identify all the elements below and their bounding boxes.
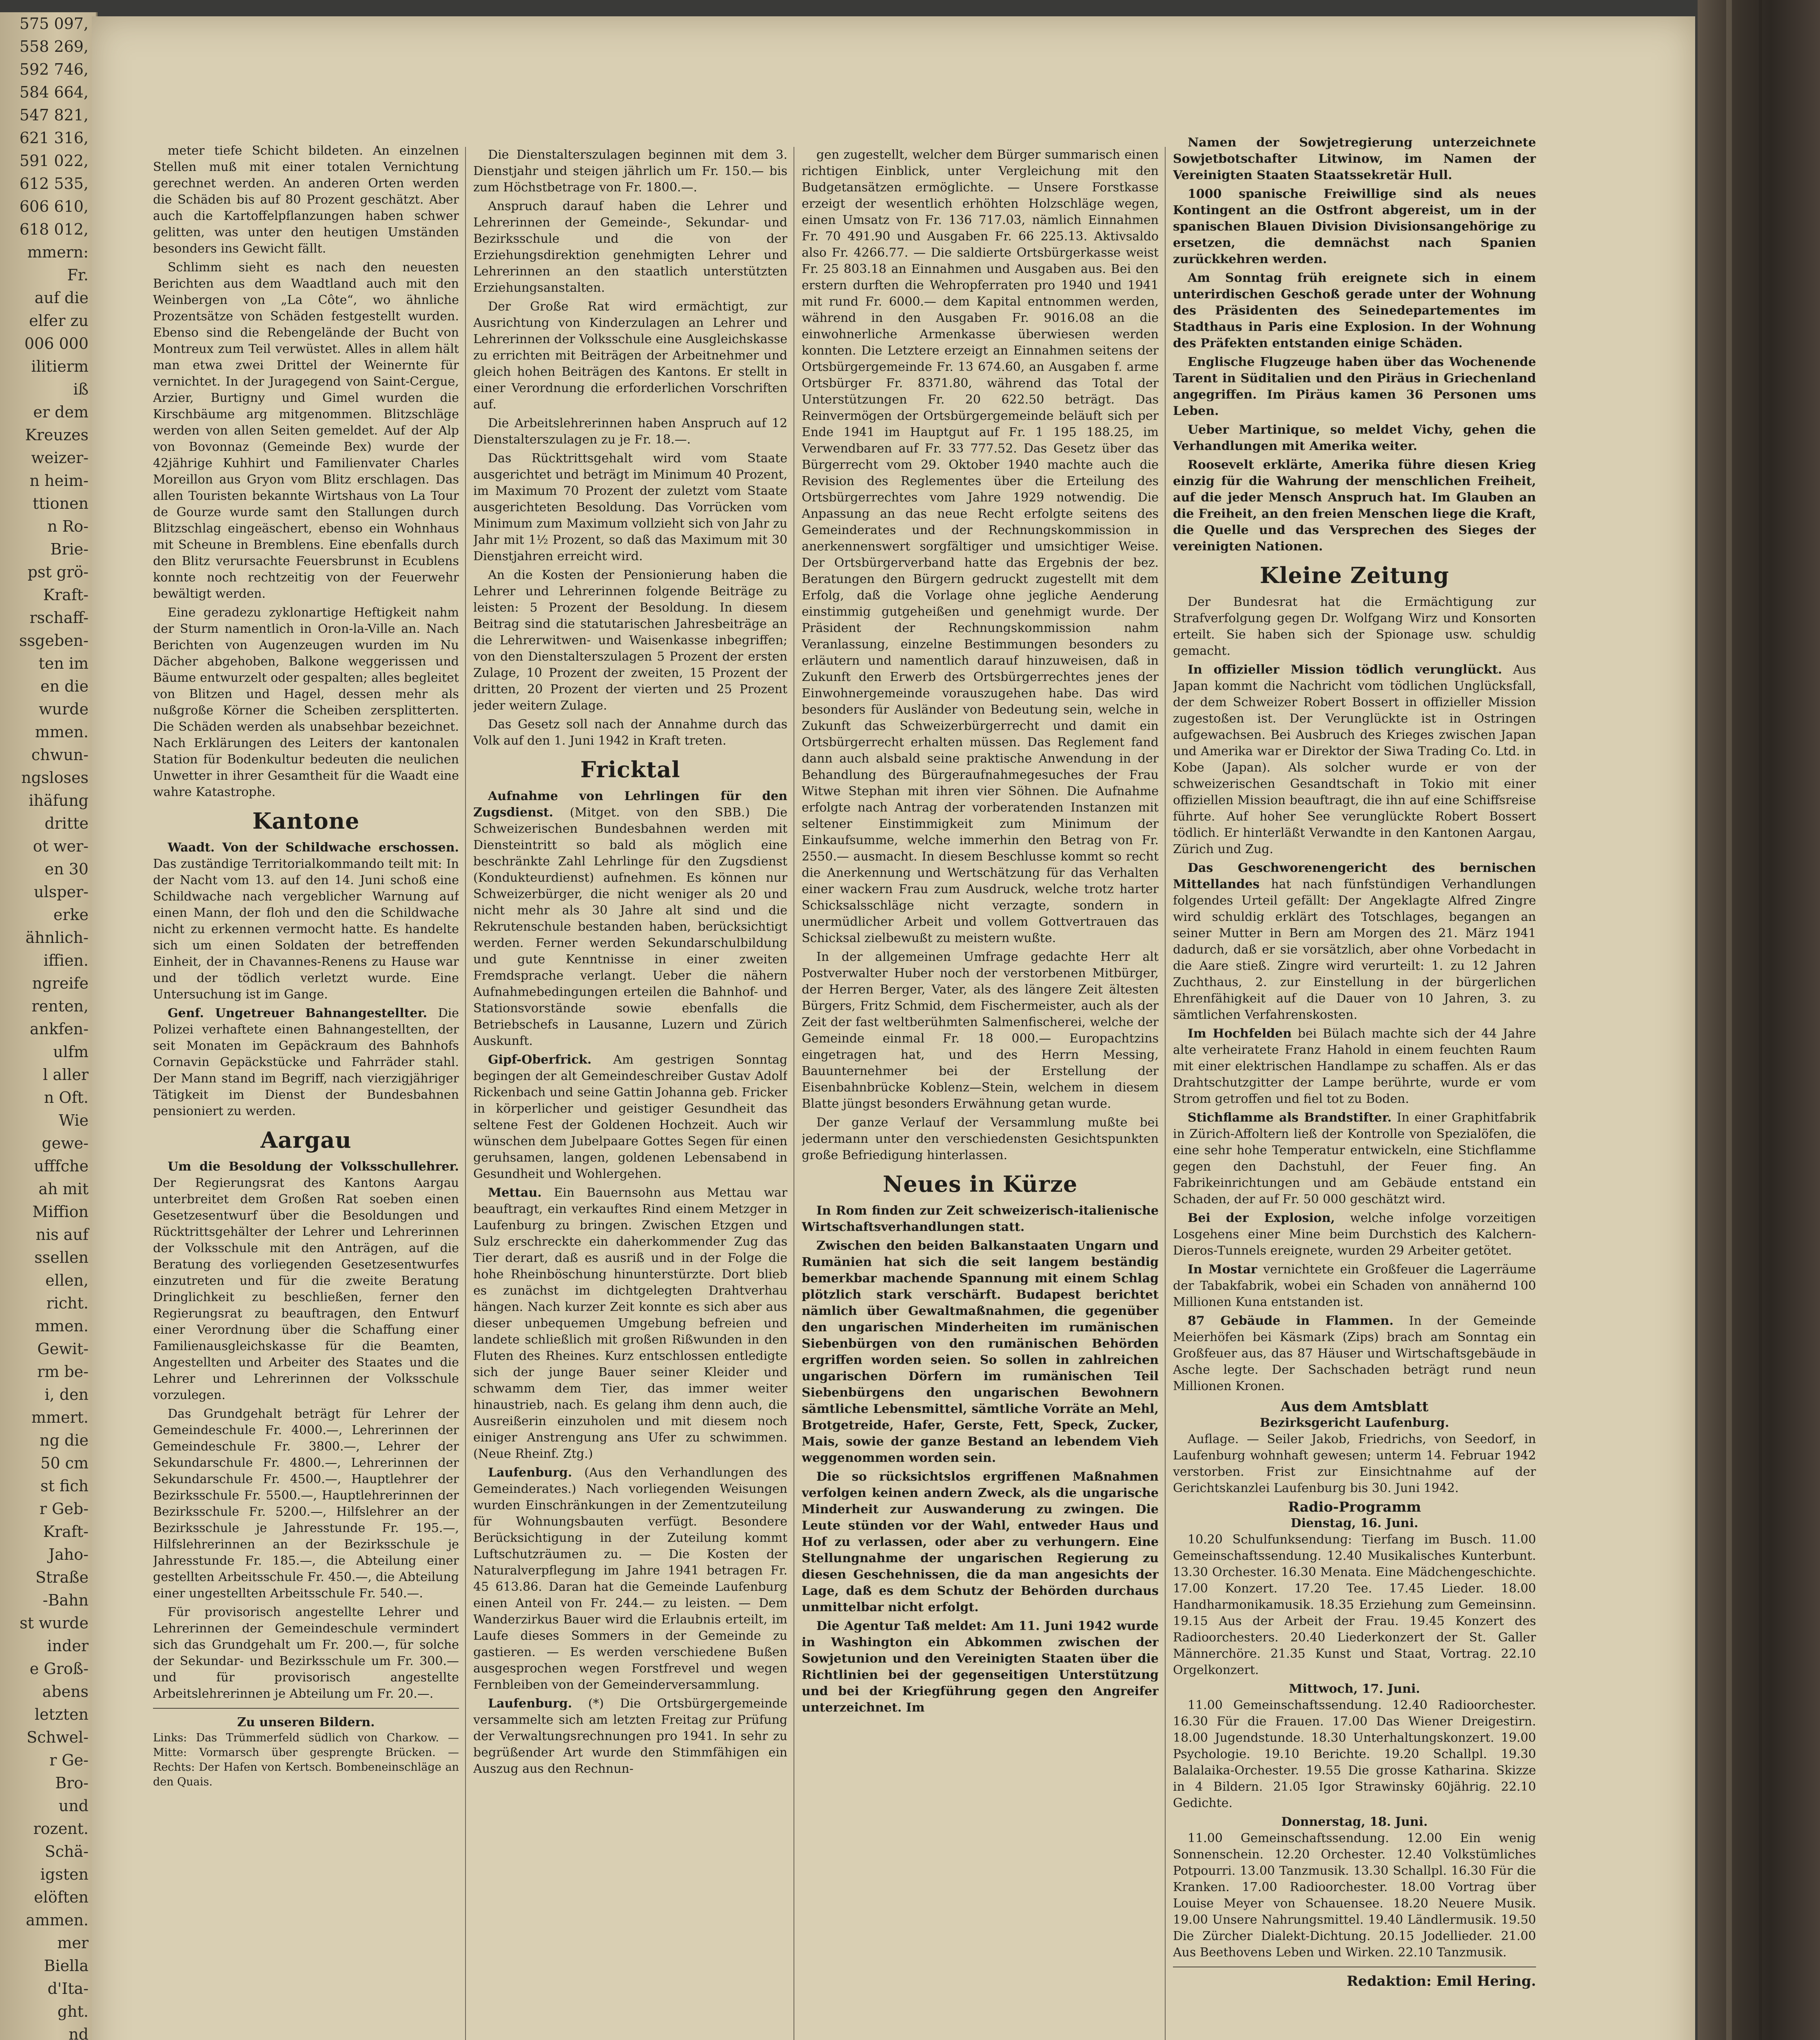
news-brief: Roosevelt erklärte, Amerika führe diesen Krieg einzig für die Wahrung der menschlichen Freiheit, auf die jeder Mensch Anspruch hat. Im Glauben an die Freiheit, an den freien Menschen liege die Kraft, die Quelle und das Versprechen des Sieges der vereinigten Nationen. <box>1173 458 1536 554</box>
newspaper-page <box>92 16 1695 2040</box>
previous-page-line: Kraft- <box>43 586 89 604</box>
previous-page-line: 575 097, <box>19 15 89 33</box>
previous-page-line: renten, <box>31 997 89 1015</box>
news-item <box>153 840 459 1003</box>
news-item-text: (Aus den Verhandlungen des Gemeinderates.) Nach vorliegenden Weisungen wurden Einschränkungen in der Zementzuteilung für Wohnungsbauten verfügt. Besondere Berücksichtigung in der Zuteilung kommt Luftschutzräumen zu. — Die Kosten der Naturalverpflegung im Jahre 1941 betragen Fr. 45 613.86. Daran hat die Gemeinde Laufenburg einen Anteil von Fr. 244.— zu leisten. — Dem Wanderzirkus Bauer wird die Erlaubnis erteilt, im Laufe dieses Sommers in der Gemeinde zu gastieren. — Es werden verschiedene Bußen ausgesprochen wegen Forstfrevel und wegen Fernbleiben von der Gemeinderversammlung. <box>473 1466 787 1692</box>
section-heading-amtsblatt: Aus dem Amtsblatt <box>1280 1399 1429 1415</box>
previous-page-line: Brie- <box>50 540 89 558</box>
previous-page-line: n Oft. <box>44 1089 89 1106</box>
previous-page-line: mmen. <box>35 1317 89 1335</box>
news-item-text: Ein Bauernsohn aus Mettau war beauftragt, ein verkauftes Rind einem Metzger in Laufenburg zu bringen. Zwischen Etzgen und Sulz erschreckte ein daherkommender Zug das Tier derart, daß es ausriß und in der Folge die hohe Rheinböschung hinunterstürzte. Dort blieb es zunächst im dichtgelegten Drahtverhau hängen. Nach kurzer Zeit konnte es sich aber aus dieser unbequemen Umgebung befreien und landete schließlich mit großen Rißwunden in den Fluten des Rheines. Kurz entschlossen entledigte sich der junge Bauer seiner Kleider und schwamm dem Tier, das immer weiter hinaustrieb, nach. Es gelang ihm denn auch, die Ausreißerin einzuholen und mit diesem noch einiger Anstrengung ans Ufer zu schwimmen. (Neue Rheinf. Ztg.) <box>473 1186 787 1461</box>
previous-page-line: ihäfung <box>29 792 89 809</box>
article-text: Das Grundgehalt beträgt für Lehrer der Gemeindeschule Fr. 4000.—, Lehrerinnen der Gemeindeschule Fr. 3800.—, Lehrer der Sekundarschule Fr. 4800.—, Lehrerinnen der Sekundarschule Fr. 4500.—, Hauptlehrer der Bezirksschule Fr. 5500.—, Hauptlehrerinnen der Bezirksschule Fr. 5200.—, Hilfslehrer an der Bezirksschule je Jahresstunde Fr. 195.—, Hilfslehrerinnen an der Bezirksschule je Jahresstunde Fr. 185.—, die Abteilung einer gestellten Arbeitsschule Fr. 450.—, die Abteilung einer ungestellten Arbeitsschule Fr. 540.—. <box>153 1407 459 1601</box>
previous-page-line: ähnlich- <box>25 929 89 947</box>
news-item <box>1173 1313 1536 1395</box>
news-item-title: Bei der Explosion, <box>1188 1211 1335 1225</box>
article-text: meter tiefe Schicht bildeten. An einzelnen Stellen muß mit einer totalen Vernichtung gerechnet werden. An anderen Orten werden die Schäden bis auf 80 Prozent geschätzt. Aber auch die Kartoffelpflanzungen haben schwer gelitten, was unter den heutigen Umständen besonders ins Gewicht fällt. <box>153 144 459 256</box>
news-item <box>1173 662 1536 858</box>
article-text: An die Kosten der Pensionierung haben die Lehrer und Lehrerinnen folgende Beiträge zu leisten: 5 Prozent der Besoldung. In diesem Beitrag sind die statutarischen Jahresbeiträge an die Lehrerwitwen- und Waisenkasse inbegriffen; von den Dienstalterszulagen 5 Prozent der ersten Zulage, 10 Prozent der zweiten, 15 Prozent der dritten, 20 Prozent der vierten und 25 Prozent jeder weitern Zulage. <box>473 568 787 713</box>
news-item-text: vernichtete ein Großfeuer die Lagerräume der Tabakfabrik, wobei ein Schaden von annähernd 100 Millionen Kuna entstanden ist. <box>1173 1262 1536 1309</box>
article-text: In der allgemeinen Umfrage gedachte Herr alt Postverwalter Huber noch der verstorbenen Mitbürger, der Herren Berger, Vater, als des längere Zeit ältesten Bürgers, Fritz Schmid, dem Fischermeister, auch als der Zeit der fast weltberühmten Salmenfischerei, welche der Gemeinde einmal Fr. 18 000.— Europachtzins eingetragen hat, und des Herrn Messing, Bauunternehmer bei der Erstellung der Eisenbahnbrücke Koblenz—Stein, welchem in diesem Blatte jüngst besonders Erwähnung getan wurde. <box>802 950 1159 1111</box>
radio-schedule: 11.00 Gemeinschaftssendung. 12.00 Ein wenig Sonnenschein. 12.20 Orchester. 12.40 Volkstümliches Potpourri. 13.00 Tanzmusik. 13.30 Schallpl. 16.30 Für die Kranken. 17.00 Radioorchester. 18.00 Vortrag über Louise Meyer von Schauensee. 18.20 Neuere Musik. 19.00 Unsere Nahrungsmittel. 19.40 Ländlermusik. 19.50 Die Zürcher Dialekt-Dichtung. 20.15 Jodellieder. 21.00 Aus Beethovens Leben und Wirken. 22.10 Tanzmusik. <box>1173 1831 1536 1960</box>
previous-page-line: Bro- <box>55 1774 89 1792</box>
previous-page-line: mmern: <box>27 243 89 261</box>
previous-page-line: ngsloses <box>21 769 89 787</box>
previous-page-line: ttionen <box>32 494 89 512</box>
news-item-title: Um die Besoldung der Volksschullehrer. <box>168 1160 459 1174</box>
news-item-text: (Mitget. von den SBB.) Die Schweizerischen Bundesbahnen werden mit Diensteintritt so bald als möglich eine beschränkte Zahl Lehrlinge für den Zugsdienst (Kondukteurdienst) aufnehmen. Es können nur Schweizerbürger, die nicht weniger als 20 und nicht mehr als 30 Jahre alt sind und die Rekrutenschule bestanden haben, berücksichtigt werden. Ferner werden Sekundarschulbildung und gute Kenntnisse in einer zweiten Fremdsprache verlangt. Ueber die nähern Aufnahmebedingungen erteilen die Bahnhof- und Stationsvorstände sowie ebenfalls die Betriebschefs in Lausanne, Luzern und Zürich Auskunft. <box>473 805 787 1048</box>
article-text: Die Dienstalterszulagen beginnen mit dem 3. Dienstjahr und steigen jährlich um Fr. 150.— bis zum Höchstbetrage von Fr. 1800.—. <box>473 148 787 195</box>
previous-page-line: n Ro- <box>47 517 89 535</box>
previous-page-line: Schwel- <box>27 1728 89 1746</box>
news-item-text: Aus Japan kommt die Nachricht vom tödlichen Unglücksfall, der dem Schweizer Robert Bossert in offizieller Mission zugestoßen ist. Der Verunglückte ist in Ostringen aufgewachsen. Bei Ausbruch des Krieges zwischen Japan und Amerika war er Direktor der Siwa Trading Co. Ltd. in Kobe (Japan). Als solcher wurde er von der schweizerischen Gesandtschaft in Tokio mit einer offiziellen Mission beauftragt, die ihn auf eine Schiffsreise führte. Auf hoher See verunglückte Robert Bossert tödlich. Er hinterläßt Verwandte in den Kantonen Aargau, Zürich und Zug. <box>1173 663 1536 856</box>
news-brief: Englische Flugzeuge haben über das Wochenende Tarent in Süditalien und den Piräus in Griechenland angegriffen. Im Piräus kamen 36 Personen ums Leben. <box>1173 355 1536 418</box>
spine-rib <box>1759 0 1762 2040</box>
previous-page-line: rozent. <box>33 1820 89 1838</box>
news-brief: Ueber Martinique, so meldet Vichy, gehen die Verhandlungen mit Amerika weiter. <box>1173 423 1536 453</box>
news-item-title: Laufenburg. <box>488 1696 572 1711</box>
previous-page-line: 558 269, <box>19 38 89 55</box>
previous-page-line: ten im <box>38 654 89 672</box>
previous-page-line: ght. <box>57 2002 89 2020</box>
news-brief: Am Sonntag früh ereignete sich in einem unterirdischen Geschoß gerade unter der Wohnung des Präsidenten des Seinedepartementes im Stadthaus in Paris eine Explosion. In der Wohnung des Präfekten entstanden einige Schäden. <box>1173 271 1536 350</box>
previous-page-line: 584 664, <box>19 83 89 101</box>
previous-page-line: elfer zu <box>29 312 89 330</box>
previous-page-line: en die <box>40 677 89 695</box>
section-heading-radio: Radio-Programm <box>1288 1499 1421 1515</box>
news-brief: 1000 spanische Freiwillige sind als neues Kontingent an die Ostfront abgereist, um in der spanischen Blauen Division Divisionsangehörige zu ersetzen, die demnächst nach Spanien zurückkehren werden. <box>1173 187 1536 266</box>
previous-page-line: l aller <box>43 1066 89 1084</box>
previous-page-line: 621 316, <box>19 129 89 147</box>
previous-page-line: ellen, <box>45 1271 89 1289</box>
column-rule <box>465 147 466 2040</box>
news-item-title: Mettau. <box>488 1186 542 1200</box>
news-item <box>1173 1210 1536 1259</box>
previous-page-line: elöften <box>34 1888 89 1906</box>
news-item <box>1173 860 1536 1023</box>
previous-page-line: mmert. <box>31 1408 89 1426</box>
previous-page-line: ulsper- <box>34 883 89 901</box>
previous-page-line: erke <box>53 906 89 924</box>
news-item-text: bei Bülach machte sich der 44 Jahre alte verheiratete Franz Hahold in einem feuchten Raum mit einer elektrischen Handlampe zu schaffen. Als er das Drahtschutzgitter der Lampe berührte, wurde er vom Strom getroffen und fiel tot zu Boden. <box>1173 1027 1536 1106</box>
previous-page-line: en 30 <box>44 860 89 878</box>
news-brief: Namen der Sowjetregierung unterzeichnete Sowjetbotschafter Litwinow, im Namen der Vereinigten Staaten Staatssekretär Hull. <box>1173 135 1536 182</box>
previous-page-line: ssgeben- <box>19 632 89 650</box>
previous-page-line: Wie <box>58 1111 89 1129</box>
previous-page-line: 606 610, <box>19 197 89 215</box>
article-text: Der ganze Verlauf der Versammlung mußte bei jedermann unter den verschiedensten Gesichtspunkten große Befriedigung hinterlassen. <box>802 1115 1159 1162</box>
article-text: Der Große Rat wird ermächtigt, zur Ausrichtung von Kinderzulagen an Lehrer und Lehrerinnen der Volksschule eine Ausgleichskasse zu errichten mit Beiträgen der Arbeitnehmer und gleich hohen Beiträgen des Kantons. Er stellt in einer Verordnung die erforderlichen Vorschriften auf. <box>473 299 787 412</box>
previous-page-line: mmen. <box>35 723 89 741</box>
news-item <box>1173 1262 1536 1310</box>
article-text: Auflage. — Seiler Jakob, Friedrichs, von Seedorf, in Laufenburg wohnhaft gewesen; unterm 14. Februar 1942 verstorben. Frist zur Einsichtnahme auf der Gerichtskanzlei Laufenburg bis 30. Juni 1942. <box>1173 1432 1536 1495</box>
previous-page-line: wurde <box>39 700 89 718</box>
section-heading-neues-in-kuerze: Neues in Kürze <box>882 1171 1078 1197</box>
news-item-title: In Mostar <box>1188 1262 1257 1277</box>
previous-page-line: mer <box>57 1934 89 1952</box>
previous-page-line: ng die <box>40 1431 89 1449</box>
news-item <box>473 1185 787 1462</box>
article-text: Das Rücktrittsgehalt wird vom Staate ausgerichtet und beträgt im Minimum 40 Prozent, im Maximum 70 Prozent der zuletzt vom Staate ausgerichteten Besoldung. Das Vorrücken vom Minimum zum Maximum vollzieht sich von Jahr zu Jahr mit 1½ Prozent, so daß das Maximum mit 30 Dienstjahren erreicht wird. <box>473 451 787 563</box>
article-text: Anspruch darauf haben die Lehrer und Lehrerinnen der Gemeinde-, Sekundar- und Bezirksschule und die von der Erziehungsdirektion genehmigten Lehrer und Lehrerinnen an den staatlich unterstützten Erziehungsanstalten. <box>473 199 787 295</box>
previous-page-line: iffien. <box>43 951 89 969</box>
news-item <box>1173 1110 1536 1208</box>
subheading-bezirksgericht: Bezirksgericht Laufenburg. <box>1259 1416 1450 1430</box>
news-item-text: Der Regierungsrat des Kantons Aargau unterbreitet dem Großen Rat soeben einen Gesetzesentwurf über die Besoldungen und Rücktrittsgehälter der Lehrer und Lehrerinnen der Volksschule mit den Anträgen, auf die Beratung des vorliegenden Gesetzesentwurfes einzutreten und für die zweite Beratung Dringlichkeit zu beschließen, ferner den Regierungsrat zu beauftragen, den Entwurf einer Verordnung über die Schaffung einer Familienausgleichskasse für die Beamten, Angestellten und Arbeiter des Staates und die Lehrer und Lehrerinnen der Volksschule vorzulegen. <box>153 1176 459 1402</box>
news-item-text: In der Gemeinde Meierhöfen bei Käsmark (Zips) brach am Sonntag ein Großfeuer aus, das 87 Häuser und Wirtschaftsgebäude in Asche legte. Der Sachschaden beträgt rund neun Millionen Kronen. <box>1173 1314 1536 1393</box>
previous-page-line: Schä- <box>44 1843 89 1860</box>
previous-page-line: ulfm <box>53 1043 89 1061</box>
column-3 <box>802 147 1159 2040</box>
previous-page-line: st wurde <box>20 1614 89 1632</box>
news-item-text: welche infolge vorzeitigen Losgehens einer Mine beim Durchstich des Kalchern-Dieros-Tunnels ereignete, wurden 29 Arbeiter getötet. <box>1173 1211 1536 1258</box>
news-brief: In Rom finden zur Zeit schweizerisch-italienische Wirtschaftsverhandlungen statt. <box>802 1204 1159 1234</box>
news-item-title: 87 Gebäude in Flammen. <box>1188 1314 1394 1328</box>
previous-page-line: abens <box>42 1683 89 1701</box>
previous-page-line: st fich <box>40 1477 89 1495</box>
previous-page-line: 592 746, <box>19 60 89 78</box>
news-item <box>153 1159 459 1404</box>
previous-page-line: pst grö- <box>27 563 89 581</box>
previous-page-line: Fr. <box>67 266 89 284</box>
article-text: Schlimm sieht es nach den neuesten Berichten aus dem Waadtland auch mit den Weinbergen von „La Côte“, wo ähnliche Prozentsätze von Schäden festgestellt wurden. Ebenso sind die Rebengelände der Bucht von Montreux zum Teil verwüstet. Alles in allem hält man etwa zwei Drittel der Weinernte für vernichtet. In der Juragegend von Saint-Cergue, Arzier, Burtigny und Gimel wurden die Kirschbäume arg mitgenommen. Blitzschläge werden von allen Seiten gemeldet. Auf der Alp von Bovonnaz (Gemeinde Bex) wurde der 42jährige Kuhhirt und Familienvater Charles Moreillon aus Gryon vom Blitz erschlagen. Das allen Touristen bekannte Wirtshaus von La Tour de Gourze wurde samt den Stallungen durch Blitzschlag eingeäschert, ebenso ein Wohnhaus mit Scheune in Bremblens. Eine ebenfalls durch den Blitz verursachte Feuersbrunst in Ecublens konnte noch rechtzeitig von der Feuerwehr bewältigt werden. <box>153 260 459 601</box>
previous-page-line: Gewit- <box>37 1340 89 1358</box>
previous-page-line: nis auf <box>35 1226 89 1244</box>
section-heading-aargau: Aargau <box>260 1127 352 1153</box>
column-rule <box>1165 147 1166 2040</box>
column-1 <box>153 143 459 2040</box>
news-item <box>473 1052 787 1182</box>
previous-page-line: d'Ita- <box>47 1980 89 1998</box>
previous-page-line: ammen. <box>26 1911 89 1929</box>
previous-page-line: dritte <box>44 814 89 832</box>
previous-page-line: n heim- <box>29 472 89 490</box>
previous-page-line: 612 535, <box>19 175 89 193</box>
previous-page-line: r Ge- <box>49 1751 89 1769</box>
spine-rib <box>1726 0 1732 2040</box>
article-text: gen zugestellt, welcher dem Bürger summarisch einen richtigen Einblick, unter Vergleichung mit den Budgetansätzen ermöglichte. — Unsere Forstkasse erzeigt der wesentlich erhöhten Holzschläge wegen, einen Umsatz von Fr. 136 717.03, nämlich Einnahmen Fr. 70 491.90 und Ausgaben Fr. 66 225.13. Aktivsaldo also Fr. 4266.77. — Die saldierte Ortsbürgerkasse weist Fr. 25 803.18 an Einnahmen und Ausgaben aus. Bei den erstern durften die Wehropferraten pro 1940 und 1941 mit rund Fr. 6000.— dem Kapital entnommen werden, während in den Ausgaben Fr. 9016.08 an die einwohnerliche Armenkasse überwiesen werden konnten. Die Letztere erzeigt an Einnahmen seitens der Ortsbürgergemeinde Fr. 13 674.60, an Ausgaben f. arme Ortsbürger Fr. 8371.80, während das Total der Unterstützungen Fr. 20 622.50 beträgt. Das Reinvermögen der Ortsbürgergemeinde beläuft sich per Ende 1941 im Hauptgut auf Fr. 1 195 188.25, im Verwendbaren auf Fr. 33 777.52. Das Gesetz über das Bürgerrecht vom 29. Oktober 1940 machte auch die Revision des Reglementes über die Erteilung des Ortsbürgerrechtes vom Jahre 1929 notwendig. Die Anpassung an das neue Recht erfolgte seitens des Gemeinderates und der Rechnungskommission in anerkennenswert sorgfältiger und umsichtiger Weise. Der Ortsbürgerverband hatte das Ergebnis der bez. Beratungen den Bürgern gedruckt zugestellt mit dem Erfolg, daß die Vorlage ohne jegliche Aenderung einstimmig gutgeheißen und genehmigt wurde. Der Präsident der Rechnungskommission nahm Veranlassung, einzelne Bestimmungen besonders zu erläutern und namentlich darauf hinzuweisen, daß in Zukunft den Erwerb des Ortsbürgerrechtes jenes der Einwohnergemeinde vorauszugehen habe. Das wird besonders für Ausländer von Bedeutung sein, welche in Zukunft das Schweizerbürgerrecht und damit ein Ortsbürgerrecht erhalten müssen. Das Reglement fand dann auch alsbald seine praktische Anwendung in der Behandlung des Bürgeraufnahmegesuches der Frau Witwe Stephan mit ihren vier Söhnen. Die Aufnahme erfolgte nach Antrag der vorberatenden Instanzen mit seltener Einstimmigkeit zum Minimum der Einkaufsumme, welche immerhin den Betrag von Fr. 2550.— ausmacht. In diesem Beschlusse kommt so recht die Anerkennung und Wertschätzung für das Verhalten einer wackern Frau zum Ausdruck, welche trotz harter Schicksalsschläge nicht verzagte, sondern in unermüdlicher Arbeit und vollem Gottvertrauen das Schicksal zielbewußt zu meistern wußte. <box>802 148 1159 945</box>
previous-page-line: -Bahn <box>42 1591 89 1609</box>
book-spine <box>1698 0 1820 2040</box>
previous-page-line: r Geb- <box>39 1500 89 1518</box>
news-item-text: Das zuständige Territorialkommando teilt mit: In der Nacht vom 13. auf den 14. Juni schoß eine Schildwache nach vergeblicher Warnung auf einen Mann, der floh und den die Schildwache nicht zu erkennen vermocht hatte. Es handelte sich um einen Soldaten der betreffenden Einheit, der in Chavannes-Renens zu Hause war und der tödlich verletzt wurde. Eine Untersuchung ist im Gange. <box>153 857 459 1002</box>
previous-page-line: 618 012, <box>19 220 89 238</box>
photo-caption-text: Links: Das Trümmerfeld südlich von Charkow. — Mitte: Vormarsch über gesprengte Brücken. — Rechts: Der Hafen von Kertsch. Bombeneinschläge an den Quais. <box>153 1732 459 1788</box>
section-heading-kantone: Kantone <box>252 808 360 834</box>
previous-page-line: ngreife <box>32 974 89 992</box>
previous-page-line: ankfen- <box>29 1020 89 1038</box>
previous-page-edge <box>0 12 98 2040</box>
previous-page-line: Kreuzes <box>25 426 89 444</box>
divider <box>153 1708 459 1709</box>
radio-day: Donnerstag, 18. Juni. <box>1281 1815 1428 1829</box>
previous-page-line: 006 000 <box>24 335 89 353</box>
news-brief: Die Agentur Taß meldet: Am 11. Juni 1942 wurde in Washington ein Abkommen zwischen der Sowjetunion und den Vereinigten Staaten über die Richtlinien bei der gegenseitigen Unterstützung und bei der Kriegführung gegen den Angreifer unterzeichnet. Im <box>802 1619 1159 1715</box>
previous-page-line: er dem <box>33 403 89 421</box>
radio-schedule: 10.20 Schulfunksendung: Tierfang im Busch. 11.00 Gemeinschaftssendung. 12.40 Musikalisches Kunterbunt. 13.30 Orchester. 16.30 Menata. Eine Mädchengeschichte. 17.00 Konzert. 17.20 Tee. 17.45 Lieder. 18.00 Handharmonikamusik. 18.35 Erziehung zum Gemeinsinn. 19.15 Aus der Arbeit der Frau. 19.45 Konzert des Radioorchesters. 20.40 Liederkonzert der St. Galler Männerchöre. 21.35 Kunst und Staat, Vortrag. 22.10 Orgelkonzert. <box>1173 1532 1536 1677</box>
news-item-text: Am gestrigen Sonntag begingen der alt Gemeindeschreiber Gustav Adolf Rickenbach und seine Gattin Johanna geb. Fricker in körperlicher und geistiger Gesundheit das seltene Fest der Goldenen Hochzeit. Auch wir wünschen dem Jubelpaare Gottes Segen für einen geruhsamen, langen, goldenen Lebensabend in Gesundheit und Wohlergehen. <box>473 1053 787 1181</box>
news-item-text: (*) Die Ortsbürgergemeinde versammelte sich am letzten Freitag zur Prüfung der Verwaltungsrechnungen pro 1941. In sehr zu begrüßender Art wurde den Stimmfähigen ein Auszug aus den Rechnun- <box>473 1696 787 1776</box>
previous-page-line: iß <box>73 380 89 398</box>
previous-page-line: e Groß- <box>29 1660 89 1678</box>
previous-page-line: Straße <box>35 1568 89 1586</box>
article-text: Das Gesetz soll nach der Annahme durch das Volk auf den 1. Juni 1942 in Kraft treten. <box>473 717 787 748</box>
previous-page-line: 591 022, <box>19 152 89 170</box>
previous-page-line: ilitierm <box>31 357 89 375</box>
previous-page-line: ot wer- <box>33 837 89 855</box>
news-item-title: Das Geschworenengericht des bernischen Mittellandes <box>1173 861 1536 891</box>
news-item-title: Im Hochfelden <box>1188 1027 1292 1041</box>
previous-page-line: ssellen <box>34 1248 89 1266</box>
news-item <box>1173 1026 1536 1107</box>
article-text: Der Bundesrat hat die Ermächtigung zur Strafverfolgung gegen Dr. Wolfgang Wirz und Konsorten erteilt. Sie haben sich der Spionage usw. schuldig gemacht. <box>1173 595 1536 658</box>
radio-day: Dienstag, 16. Juni. <box>1290 1516 1419 1530</box>
news-item <box>153 1005 459 1120</box>
previous-page-line: Miffion <box>32 1203 89 1221</box>
news-item <box>473 1465 787 1693</box>
news-item-title: Genf. Ungetreuer Bahnangestellter. <box>168 1006 428 1020</box>
previous-page-line: inder <box>47 1637 89 1655</box>
news-item <box>473 1696 787 1777</box>
previous-page-line: Jaho- <box>48 1546 89 1563</box>
news-item-title: Aufnahme von Lehrlingen für den Zugsdienst. <box>473 789 787 820</box>
news-brief: Zwischen den beiden Balkanstaaten Ungarn und Rumänien hat sich die seit langem beständig bemerkbar machende Spannung mit einem Schlag plötzlich stark verschärft. Budapest berichtet nämlich über Gewaltmaßnahmen, die gegenüber den ungarischen Minderheiten im rumänischen Siebenbürgen von den rumänischen Behörden ergriffen worden seien. So sollen in zahlreichen ungarischen Dörfern im rumänischen Teil Siebenbürgens den ungarischen Bewohnern sämtliche Lebensmittel, sämtliche Vorräte an Mehl, Brotgetreide, Hafer, Gerste, Fett, Speck, Zucker, Mais, sowie der ganze Bestand an lebendem Vieh weggenommen worden sein. <box>802 1239 1159 1465</box>
previous-page-line: i, den <box>44 1386 89 1404</box>
radio-day: Mittwoch, 17. Juni. <box>1289 1682 1420 1696</box>
previous-page-line: chwun- <box>31 746 89 764</box>
column-4 <box>1173 135 1536 2040</box>
previous-page-line: weizer- <box>31 449 89 467</box>
previous-page-line: 547 821, <box>19 106 89 124</box>
previous-page-line: richt. <box>46 1294 89 1312</box>
news-item-text: In einer Graphitfabrik in Zürich-Affoltern ließ der Kontrolle von Spezialöfen, die eine sehr hohe Temperatur entwickeln, eine Stichflamme gegen den Dachstuhl, der Feuer fing. An Fabrikeinrichtungen und am Gebäude entstand ein Schaden, der auf Fr. 50 000 geschätzt wird. <box>1173 1111 1536 1206</box>
previous-page-line: und <box>58 1797 89 1815</box>
previous-page-line: nd <box>69 2025 89 2040</box>
previous-page-line: 50 cm <box>40 1454 89 1472</box>
section-heading-kleine-zeitung: Kleine Zeitung <box>1259 562 1450 588</box>
photo-caption-title: Zu unseren Bildern. <box>237 1715 375 1730</box>
news-brief: Die so rücksichtslos ergriffenen Maßnahmen verfolgen keinen andern Zweck, als die ungarische Minderheit zur Auswanderung zu zwingen. Die Leute stünden vor der Wahl, entweder Haus und Hof zu verlassen, oder aber zu verhungern. Eine Stellungnahme der ungarischen Regierung zu diesen Geschehnissen, die da man angesichts der Lage, daß es dem Schutz der Behörden durchaus unmittelbar nicht erfolgt. <box>802 1470 1159 1614</box>
previous-page-line: rm be- <box>37 1363 89 1381</box>
article-text: Für provisorisch angestellte Lehrer und Lehrerinnen der Gemeindeschule vermindert sich das Grundgehalt um Fr. 200.—, für solche der Sekundar- und Bezirksschule um Fr. 300.— und für provisorisch angestellte Arbeitslehrerinnen je Abteilung um Fr. 20.—. <box>153 1605 459 1701</box>
editor-credit: Redaktion: Emil Hering. <box>1346 1973 1536 1989</box>
news-item-title: Stichflamme als Brandstifter. <box>1188 1111 1392 1125</box>
radio-schedule: 11.00 Gemeinschaftssendung. 12.40 Radioorchester. 16.30 Für die Frauen. 17.00 Das Wiener Dreigestirn. 18.00 Jugendstunde. 18.30 Unterhaltungskonzert. 19.00 Psychologie. 19.10 Berichte. 19.20 Schallpl. 19.30 Balalaika-Orchester. 19.55 Die grosse Katharina. Skizze in 4 Bildern. 21.05 Igor Strawinsky 60jährig. 22.10 Gedichte. <box>1173 1698 1536 1810</box>
previous-page-line: ufffche <box>34 1157 89 1175</box>
news-item-text: Die Polizei verhaftete einen Bahnangestellten, der seit Monaten im Gepäckraum des Bahnhofs Cornavin Gepäckstücke und Fahrräder stahl. Der Mann stand im Begriff, nach vierzigjähriger Tätigkeit im Dienst der Bundesbahnen pensioniert zu werden. <box>153 1006 459 1118</box>
previous-page-line: ah mit <box>38 1180 89 1198</box>
section-heading-fricktal: Fricktal <box>580 756 681 783</box>
article-text: Eine geradezu zyklonartige Heftigkeit nahm der Sturm namentlich in Oron-la-Ville an. Nach Berichten von Augenzeugen wurden im Nu Dächer abgehoben, Balkone weggerissen und Bäume entwurzelt oder gespalten; alles begleitet von Blitzen und Hagel, dessen mehr als nußgroße Körner die Scheiben zersplitterten. Die Schäden werden als unabsehbar bezeichnet. Nach Erklärungen des Leiters der kantonalen Station für Bodenkultur bedeuten die neulichen Unwetter in ihrer Gesamtheit für die Waadt eine wahre Katastrophe. <box>153 605 459 799</box>
column-2 <box>473 147 787 2040</box>
article-text: Die Arbeitslehrerinnen haben Anspruch auf 12 Dienstalterszulagen zu je Fr. 18.—. <box>473 416 787 447</box>
previous-page-line: Kraft- <box>43 1523 89 1541</box>
previous-page-line: rschaff- <box>29 609 89 627</box>
news-item <box>473 788 787 1049</box>
previous-page-line: letzten <box>34 1705 89 1723</box>
news-item-title: In offizieller Mission tödlich verunglückt. <box>1188 663 1502 677</box>
news-item-title: Waadt. Von der Schildwache erschossen. <box>168 840 459 855</box>
news-item-title: Gipf-Oberfrick. <box>488 1053 592 1067</box>
previous-page-line: gewe- <box>42 1134 89 1152</box>
previous-page-line: Biella <box>44 1957 89 1975</box>
news-item-title: Laufenburg. <box>488 1466 572 1480</box>
previous-page-line: igsten <box>40 1865 89 1883</box>
news-item-text: hat nach fünfstündigen Verhandlungen folgendes Urteil gefällt: Der Angeklagte Alfred Zingre wird schuldig erklärt des Totschlages, begangen an seiner Mutter in Bern am Morgen des 21. März 1941 dadurch, daß er sie vorsätzlich, aber ohne Vorbedacht in die Aare stieß. Zingre wird verurteilt: 1. zu 12 Jahren Zuchthaus, 2. zur Einstellung in der bürgerlichen Ehrenfähigkeit auf die Dauer von 10 Jahren, 3. zu sämtlichen Verfahrenskosten. <box>1173 877 1536 1022</box>
previous-page-line: auf die <box>34 289 89 307</box>
